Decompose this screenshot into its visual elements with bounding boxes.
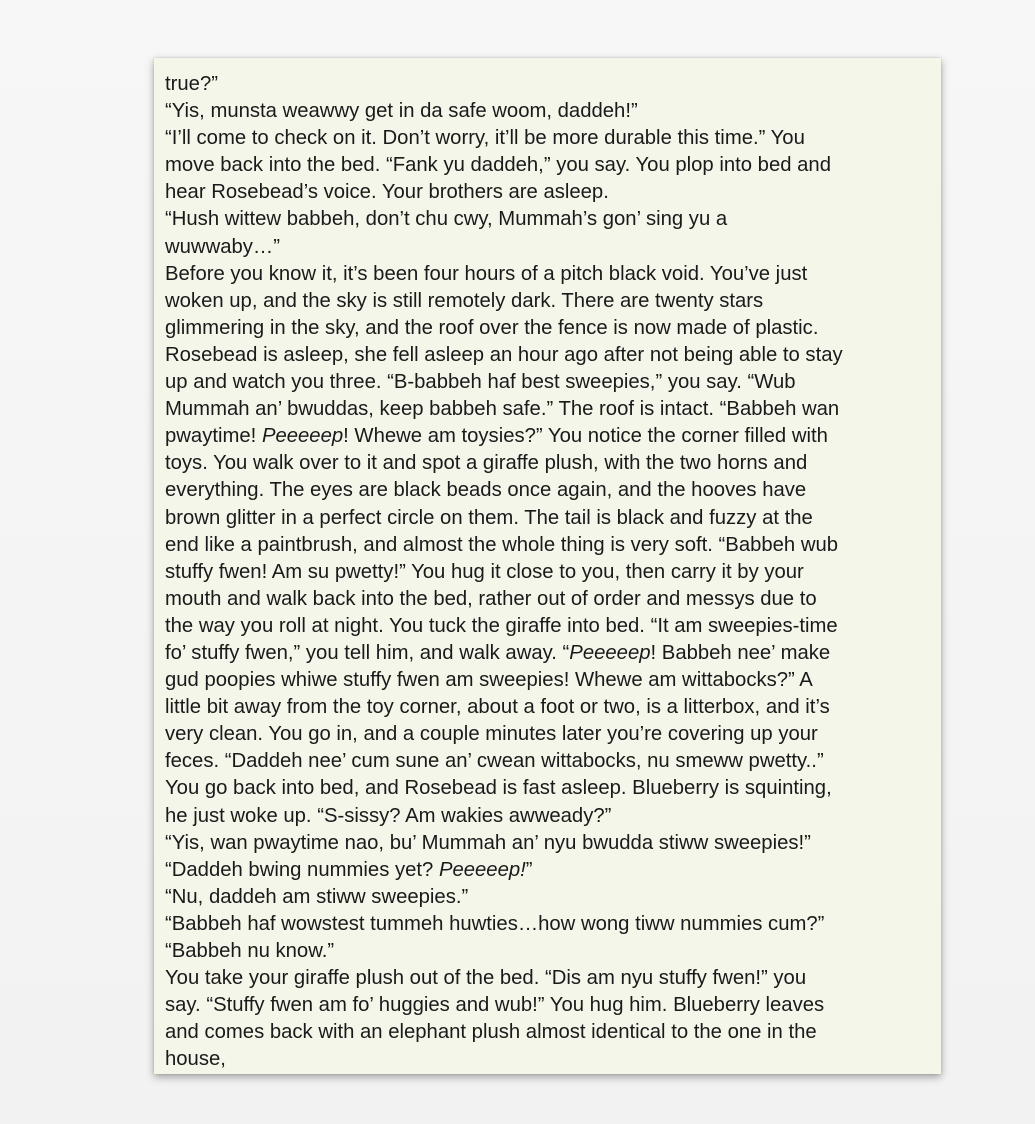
document-text [165,71,937,1073]
text-line [165,1019,937,1046]
text-segment: move back into the bed. “Fank yu daddeh,” you say. You plop into bed and [165,154,831,177]
text-segment: true?” [165,73,218,95]
text-line [165,423,937,450]
text-segment: he just woke up. “S-sissy? Am wakies awweady?” [165,804,612,827]
text-line [165,965,937,992]
text-segment: “Yis, wan pwaytime nao, bu’ Mummah an’ nyu bwudda stiww sweepies!” [165,831,811,854]
text-segment: brown glitter in a perfect circle on them. The tail is black and fuzzy at the [165,506,813,529]
text-line [165,396,937,423]
text-segment: glimmering in the sky, and the roof over the fence is now made of plastic. [165,316,819,339]
text-segment: ! Whewe am toysies?” You notice the corner filled with [343,425,828,448]
text-segment: Mummah an’ bwuddas, keep babbeh safe.” The roof is intact. “Babbeh wan [165,398,840,421]
text-line [165,152,937,179]
text-line [165,1046,937,1073]
text-line [165,775,937,802]
text-segment: say. “Stuffy fwen am fo’ huggies and wub!” You hug him. Blueberry leaves [165,994,825,1017]
italic-text: Peeeeep [569,641,651,664]
text-segment: end like a paintbrush, and almost the whole thing is very soft. “Babbeh wub [165,533,839,556]
text-line [165,748,937,775]
text-segment: house, [165,1048,226,1071]
text-segment: You go back into bed, and Rosebead is fast asleep. Blueberry is squinting, [165,777,832,800]
italic-text: Peeeeep [261,425,344,448]
text-line [165,586,937,613]
text-segment: fo’ stuffy fwen,” you tell him, and walk away. “ [165,641,570,664]
text-line [165,992,937,1019]
text-line [165,938,937,965]
text-line [165,613,937,640]
text-line [165,369,937,396]
text-segment: “I’ll come to check on it. Don’t worry, it’ll be more durable this time.” You [165,127,805,150]
text-segment: ” [525,858,533,881]
text-segment: and comes back with an elephant plush almost identical to the one in the [165,1021,817,1044]
text-segment: woken up, and the sky is still remotely dark. There are twenty stars [165,289,764,312]
text-segment: very clean. You go in, and a couple minutes later you’re covering up your [165,723,818,746]
text-line [165,477,937,504]
text-segment: the way you roll at night. You tuck the giraffe into bed. “It am sweepies-time [165,614,838,637]
text-segment: gud poopies whiwe stuffy fwen am sweepies! Whewe am wittabocks?” A [165,669,813,692]
text-segment: up and watch you three. “B-babbeh haf best sweepies,” you say. “Wub [165,371,796,394]
text-segment: “Hush wittew babbeh, don’t chu cwy, Mummah’s gon’ sing yu a [165,208,728,231]
text-line [165,288,937,315]
text-line [165,559,937,586]
text-segment: toys. You walk over to it and spot a giraffe plush, with the two horns and [165,452,808,475]
text-segment: “Yis, munsta weawwy get in da safe woom, daddeh!” [165,100,638,123]
text-line [165,125,937,152]
italic-text: Peeeeep! [438,858,526,881]
text-segment: “Babbeh haf wowstest tummeh huwties…how wong tiww nummies cum?” [165,912,825,935]
text-line [165,179,937,206]
text-segment: stuffy fwen! Am su pwetty!” You hug it close to you, then carry it by your [165,560,804,583]
text-segment: Rosebead is asleep, she fell asleep an hour ago after not being able to stay [165,343,843,366]
text-line [165,315,937,342]
text-segment: Before you know it, it’s been four hours of a pitch black void. You’ve just [165,262,808,285]
text-line [165,694,937,721]
text-line [165,721,937,748]
text-line [165,884,937,911]
text-line [165,640,937,667]
text-segment: “Babbeh nu know.” [165,940,335,962]
text-line [165,830,937,857]
text-segment: everything. The eyes are black beads once again, and the hooves have [165,479,807,502]
text-line [165,667,937,694]
text-segment: feces. “Daddeh nee’ cum sune an’ cwean wittabocks, nu smeww pwetty..” [165,750,824,773]
text-line [165,803,937,830]
text-line [165,98,937,125]
text-segment: mouth and walk back into the bed, rather out of order and messys due to [165,587,817,610]
text-segment: pwaytime! [165,425,262,448]
text-line [165,71,937,98]
document-page[interactable] [154,58,941,1074]
text-line [165,857,937,884]
text-line [165,532,937,559]
text-segment: little bit away from the toy corner, about a foot or two, is a litterbox, and it’s [165,696,830,719]
text-line [165,450,937,477]
text-segment: “Daddeh bwing nummies yet? [165,858,439,881]
text-line [165,911,937,938]
text-segment: You take your giraffe plush out of the bed. “Dis am nyu stuffy fwen!” you [165,967,807,990]
text-line [165,234,937,261]
text-segment: wuwwaby…” [165,235,280,258]
text-line [165,505,937,532]
text-segment: “Nu, daddeh am stiww sweepies.” [165,885,469,908]
text-line [165,342,937,369]
text-line [165,261,937,288]
text-segment: hear Rosebead’s voice. Your brothers are asleep. [165,181,609,204]
text-line [165,206,937,233]
text-segment: ! Babbeh nee’ make [650,641,831,664]
